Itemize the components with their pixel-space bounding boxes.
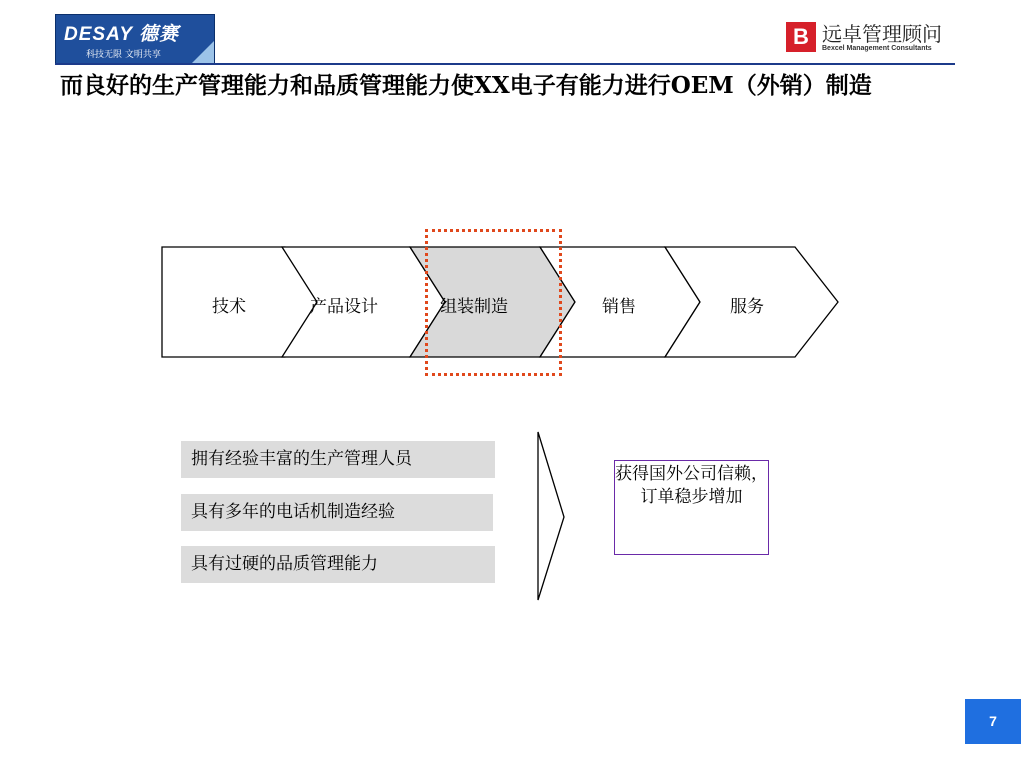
- highlight-box-assembly: [425, 229, 562, 376]
- strength-item-1: 拥有经验丰富的生产管理人员: [181, 441, 495, 478]
- desay-slogan: 科技无限 文明共享: [86, 50, 161, 60]
- chain-step-4-label: 销售: [602, 297, 636, 317]
- desay-logo: [55, 14, 215, 64]
- desay-brand: DESAY 德赛: [64, 24, 179, 45]
- conclusion-arrow-icon: [530, 430, 570, 609]
- strength-item-2: 具有多年的电话机制造经验: [181, 494, 493, 531]
- strength-item-3: 具有过硬的品质管理能力: [181, 546, 495, 583]
- result-box: 获得国外公司信赖，订单稳步增加: [614, 460, 769, 555]
- chain-step-5-label: 服务: [730, 297, 764, 317]
- bexcel-name-en: Bexcel Management Consultants: [822, 45, 932, 52]
- chain-step-1-label: 技术: [212, 297, 246, 317]
- bexcel-logo: [786, 18, 966, 58]
- chain-step-3-label: 组装制造: [440, 297, 508, 317]
- desay-swoosh-icon: [192, 41, 214, 63]
- page-title: 而良好的生产管理能力和品质管理能力使XX电子有能力进行OEM（外销）制造: [60, 72, 872, 99]
- header-divider: [55, 63, 955, 65]
- chain-step-2-label: 产品设计: [310, 297, 378, 317]
- bexcel-name-cn: 远卓管理顾问: [822, 22, 942, 46]
- bexcel-mark-icon: B: [786, 22, 816, 52]
- page-number: 7: [965, 699, 1021, 744]
